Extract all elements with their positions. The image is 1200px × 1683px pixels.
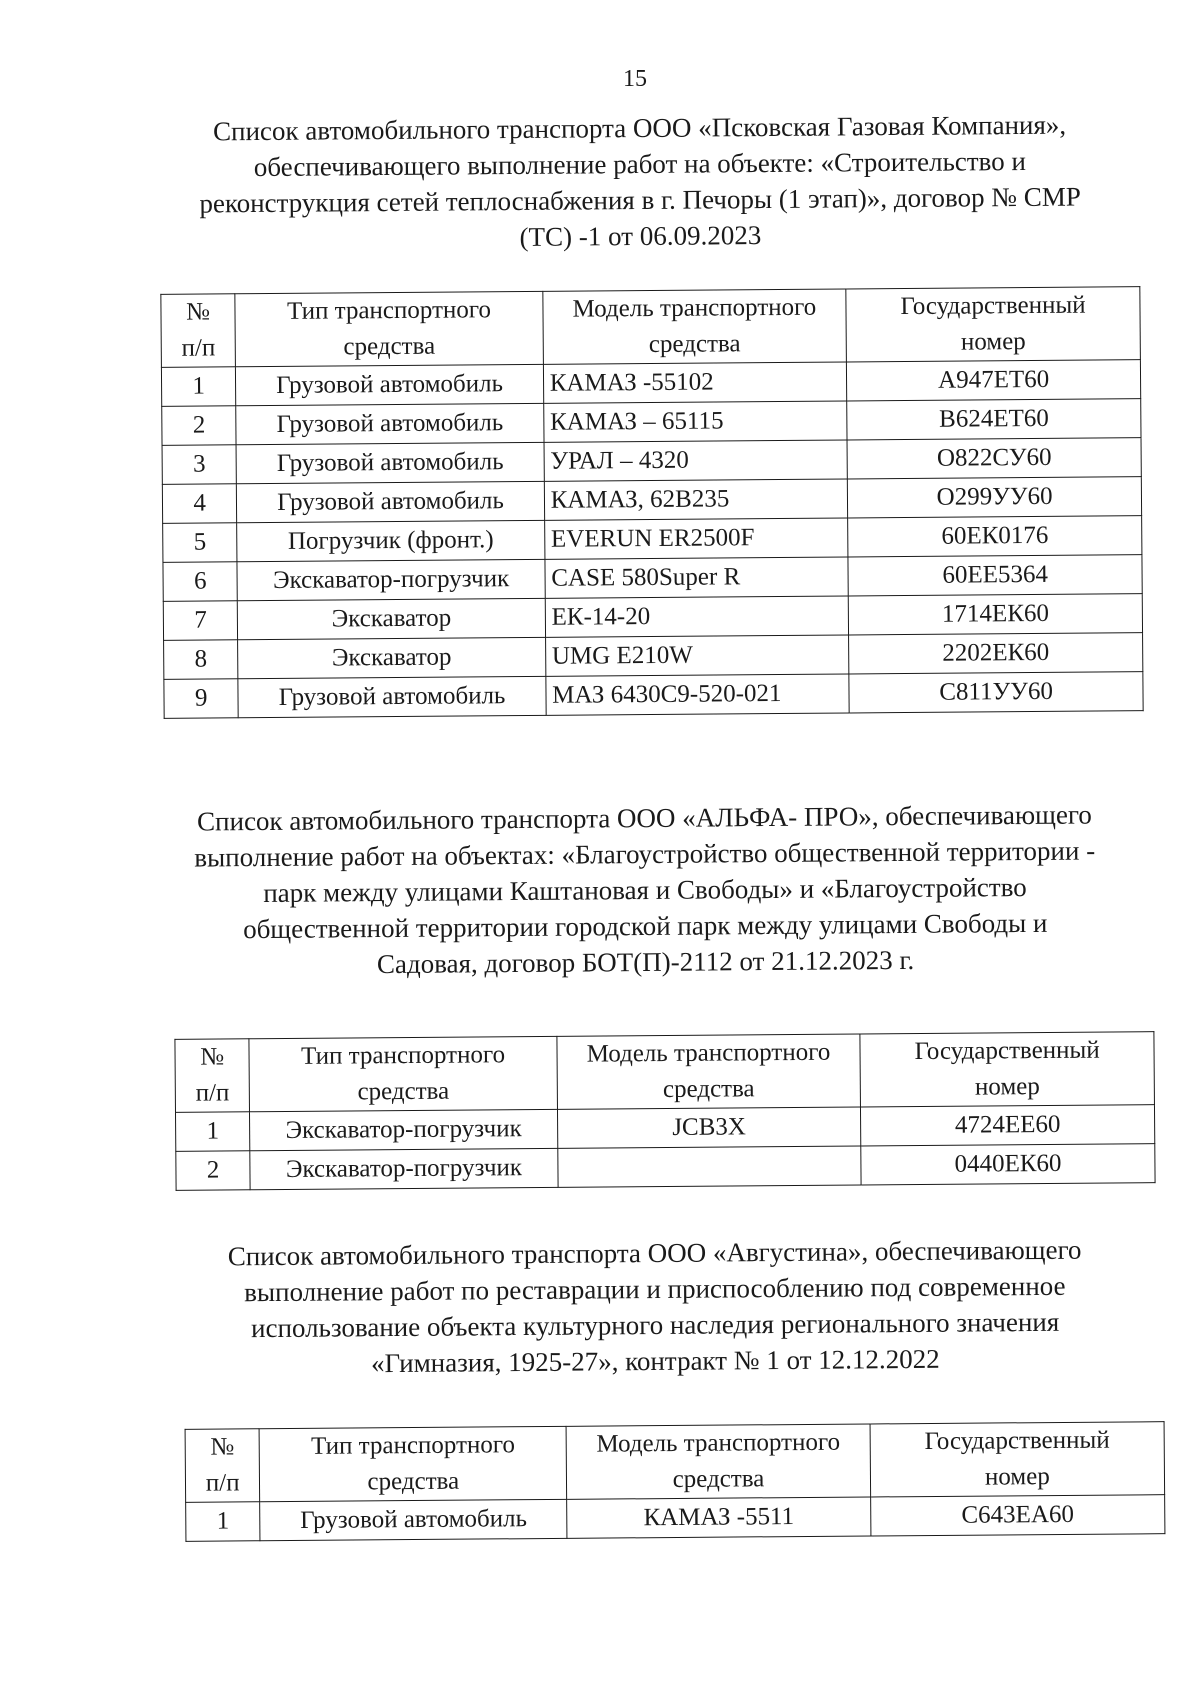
cell-type: Грузовой автомобиль [237, 481, 545, 522]
cell-type: Грузовой автомобиль [238, 676, 546, 717]
cell-num: 6 [163, 562, 238, 602]
header-plate: Государственный номер [846, 287, 1140, 362]
heading-line: обеспечивающего выполнение работ на объекте: «Строительство и [253, 145, 1026, 183]
cell-model: JCB3X [557, 1107, 861, 1148]
page-number: 15 [623, 66, 647, 92]
cell-type: Экскаватор-погрузчик [250, 1109, 558, 1150]
cell-type: Экскаватор [238, 598, 546, 639]
cell-num: 2 [176, 1151, 251, 1191]
cell-model: ЕК-14-20 [545, 596, 849, 637]
heading-line: Список автомобильного транспорта ООО «Августина», обеспечивающего [227, 1234, 1082, 1272]
heading-line: реконструкция сетей теплоснабжения в г. Печоры (1 этап)», договор № СМР [199, 181, 1081, 219]
section-3-heading [189, 1231, 1120, 1382]
header-type: Тип транспортного средства [235, 291, 543, 366]
heading-line: использование объекта культурного наследия регионального значения [250, 1306, 1060, 1344]
cell-plate: 60ЕК0176 [848, 516, 1142, 557]
cell-num: 8 [164, 640, 239, 680]
heading-line: Список автомобильного транспорта ООО «Псковская Газовая Компания», [212, 109, 1067, 147]
cell-num: 1 [161, 367, 236, 407]
header-plate: Государственный номер [870, 1422, 1165, 1497]
vehicle-table-3 [185, 1421, 1166, 1542]
header-model: Модель транспортного средства [566, 1424, 870, 1499]
cell-model: EVERUN ER2500F [544, 518, 848, 559]
header-num: № п/п [175, 1039, 250, 1113]
heading-line: (ТС) -1 от 06.09.2023 [519, 220, 762, 252]
cell-type: Экскаватор [238, 637, 546, 678]
cell-model: МАЗ 6430С9-520-021 [546, 674, 850, 715]
header-num: № п/п [161, 294, 236, 368]
table-row [176, 1144, 1155, 1191]
heading-line: общественной территории городской парк между улицами Свободы и [243, 907, 1048, 945]
section-1-heading [159, 106, 1120, 258]
cell-plate: 2202ЕК60 [849, 633, 1143, 674]
cell-type: Грузовой автомобиль [236, 364, 544, 405]
cell-type: Грузовой автомобиль [260, 1499, 567, 1540]
cell-model: CASE 580Super R [545, 557, 849, 598]
heading-line: Садовая, договор БОТ(П)-2112 от 21.12.2023 г. [376, 944, 915, 980]
cell-type: Погрузчик (фронт.) [237, 520, 545, 561]
cell-model: КАМАЗ -5511 [567, 1497, 871, 1538]
table-header-row [185, 1422, 1165, 1503]
cell-num: 1 [175, 1112, 250, 1152]
header-model: Модель транспортного средства [557, 1034, 861, 1109]
heading-line: парк между улицами Каштановая и Свободы» и «Благоустройство [263, 872, 1027, 908]
cell-num: 3 [162, 445, 237, 485]
cell-plate: С643ЕА60 [870, 1495, 1164, 1536]
table-header-row [175, 1032, 1155, 1113]
heading-line: выполнение работ по реставрации и приспособлению под современное [244, 1270, 1066, 1308]
cell-plate: 60ЕЕ5364 [848, 555, 1142, 596]
heading-line: «Гимназия, 1925-27», контракт № 1 от 12.12.2022 [370, 1343, 940, 1379]
table-row [186, 1495, 1165, 1542]
vehicle-table-2 [174, 1031, 1155, 1191]
cell-model: UMG E210W [545, 635, 849, 676]
cell-plate: О299УУ60 [848, 477, 1142, 518]
heading-line: выполнение работ на объектах: «Благоустройство общественной территории - [194, 835, 1096, 873]
cell-num: 2 [162, 406, 237, 446]
header-type: Тип транспортного средства [249, 1036, 557, 1111]
cell-model: КАМАЗ -55102 [543, 362, 847, 403]
section-2-heading [164, 796, 1125, 984]
cell-model [557, 1146, 861, 1187]
header-type: Тип транспортного средства [259, 1426, 566, 1501]
cell-type: Грузовой автомобиль [236, 403, 544, 444]
header-plate: Государственный номер [860, 1032, 1154, 1107]
vehicle-table-1 [160, 286, 1143, 719]
cell-plate: О822СУ60 [847, 438, 1141, 479]
table-row [164, 672, 1143, 719]
cell-model: КАМАЗ, 62В235 [544, 479, 848, 520]
cell-model: КАМАЗ – 65115 [543, 401, 847, 442]
cell-num: 1 [186, 1502, 261, 1542]
cell-type: Грузовой автомобиль [236, 442, 544, 483]
cell-model: УРАЛ – 4320 [544, 440, 848, 481]
cell-plate: В624ЕТ60 [847, 399, 1141, 440]
cell-num: 4 [162, 484, 237, 524]
cell-num: 7 [163, 601, 238, 641]
cell-num: 5 [163, 523, 238, 563]
header-model: Модель транспортного средства [543, 289, 847, 364]
cell-type: Экскаватор-погрузчик [237, 559, 545, 600]
cell-plate: С811УУ60 [849, 672, 1143, 713]
cell-plate: 0440ЕК60 [861, 1144, 1155, 1185]
cell-plate: 4724ЕЕ60 [861, 1105, 1155, 1146]
cell-plate: 1714ЕК60 [848, 594, 1142, 635]
cell-num: 9 [164, 679, 239, 719]
heading-line: Список автомобильного транспорта ООО «АЛЬФА- ПРО», обеспечивающего [196, 799, 1092, 837]
cell-plate: А947ЕТ60 [847, 360, 1141, 401]
header-num: № п/п [185, 1429, 260, 1503]
table-header-row [161, 287, 1141, 368]
cell-type: Экскаватор-погрузчик [250, 1148, 558, 1189]
